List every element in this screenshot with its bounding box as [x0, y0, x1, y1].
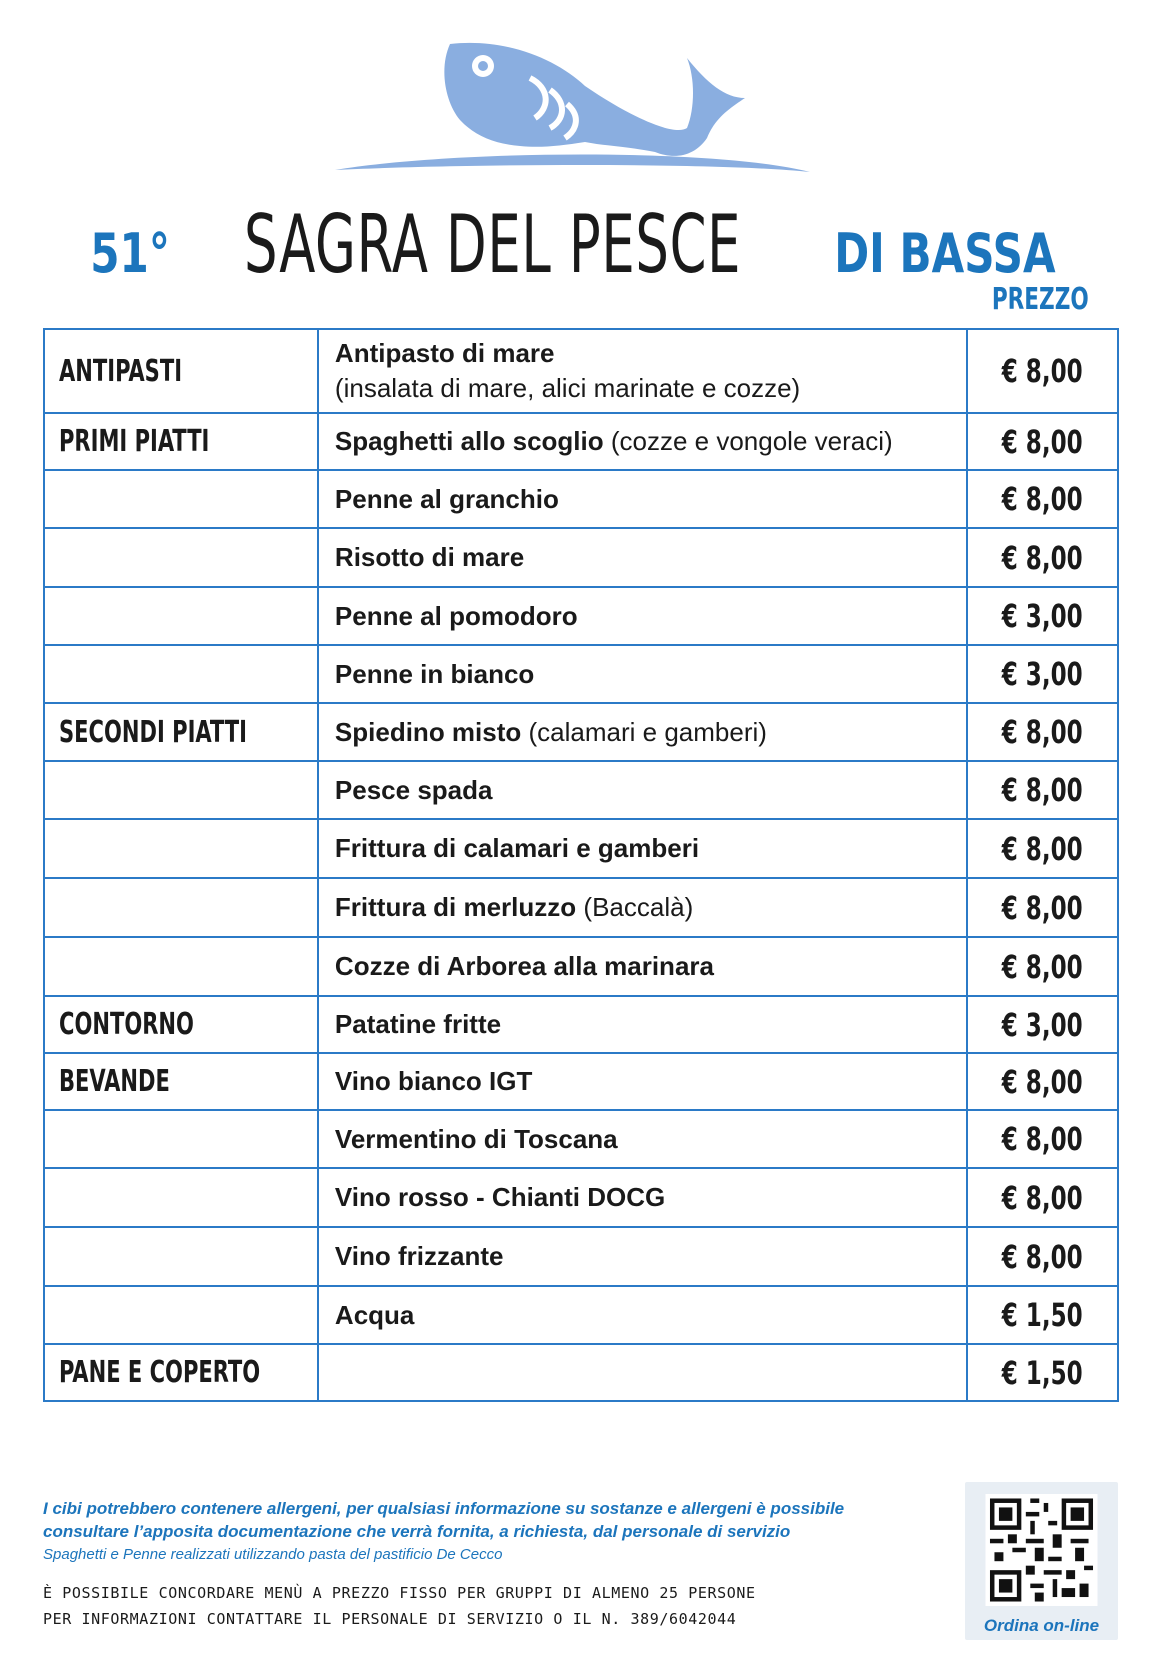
menu-category: PRIMI PIATTI: [44, 413, 318, 470]
dish-name: Spiedino misto: [334, 716, 522, 747]
dish-description: (insalata di mare, alici marinate e cozze): [334, 373, 801, 403]
menu-category: [44, 819, 318, 878]
menu-category: [44, 761, 318, 819]
menu-row: [44, 470, 1118, 528]
menu-price: € 8,00: [967, 470, 1118, 528]
title-location: DI BASSA: [834, 222, 1056, 285]
menu-price: € 8,00: [967, 1053, 1118, 1110]
menu-row: [44, 703, 1118, 761]
menu-row: [44, 1286, 1118, 1344]
allergen-notice: I cibi potrebbero contenere allergeni, per qualsiasi informazione su sostanze e allergeni è possibile consultare l’apposita documentazione che verrà fornita, a richiesta, dal personale di servizio: [43, 1499, 845, 1541]
dish-name: Vermentino di Toscana: [334, 1123, 618, 1154]
menu-row: [44, 1344, 1118, 1401]
menu-price: € 8,00: [967, 761, 1118, 819]
menu-price: € 3,00: [967, 996, 1118, 1053]
menu-category: [44, 1286, 318, 1344]
menu-item: [318, 645, 967, 703]
menu-row: [44, 1227, 1118, 1286]
menu-row: [44, 528, 1118, 587]
dish-name: Penne in bianco: [334, 658, 535, 689]
dish-name: Vino rosso - Chianti DOCG: [334, 1182, 666, 1212]
menu-item: [318, 413, 967, 470]
group-menu-text: È POSSIBILE CONCORDARE MENÙ A PREZZO FISSO PER GRUPPI DI ALMENO 25 PERSONE: [43, 1584, 756, 1602]
menu-row: [44, 1168, 1118, 1227]
menu-category: [44, 937, 318, 996]
menu-row: [44, 819, 1118, 878]
menu-row: [44, 1110, 1118, 1168]
menu-category: SECONDI PIATTI: [44, 703, 318, 761]
menu-category: [44, 1227, 318, 1286]
menu-price: € 3,00: [967, 645, 1118, 703]
menu-item: [318, 1286, 967, 1344]
menu-price: € 8,00: [967, 819, 1118, 878]
menu-category: [44, 878, 318, 937]
dish-name: Pesce spada: [334, 774, 493, 805]
menu-price: € 8,00: [967, 413, 1118, 470]
menu-price: € 3,00: [967, 587, 1118, 645]
fish-logo: [335, 38, 845, 190]
menu-row: [44, 996, 1118, 1053]
menu-item: [318, 1344, 967, 1401]
dish-name: Vino frizzante: [334, 1241, 504, 1271]
dish-name: Patatine fritte: [334, 1009, 502, 1039]
dish-name: Frittura di calamari e gamberi: [334, 833, 700, 863]
menu-table: [43, 328, 1119, 1402]
menu-row: [44, 937, 1118, 996]
menu-item: [318, 1110, 967, 1168]
dish-name: Cozze di Arborea alla marinara: [334, 951, 714, 981]
dish-name: Antipasto di mare: [334, 338, 555, 368]
menu-category: PANE E COPERTO: [44, 1344, 318, 1401]
dish-name: Risotto di mare: [334, 542, 525, 572]
menu-price: € 8,00: [967, 1110, 1118, 1168]
menu-price: € 8,00: [967, 1227, 1118, 1286]
price-column-heading: PREZZO: [991, 282, 1089, 317]
menu-price: € 1,50: [967, 1344, 1118, 1401]
menu-item: [318, 937, 967, 996]
menu-item: [318, 329, 967, 413]
dish-description: (Baccalà): [583, 892, 694, 922]
menu-item: [318, 587, 967, 645]
menu-row: [44, 413, 1118, 470]
qr-panel[interactable]: [965, 1482, 1118, 1640]
menu-row: [44, 761, 1118, 819]
dish-name: Penne al granchio: [334, 483, 559, 514]
menu-item: [318, 1053, 967, 1110]
dish-description: (calamari e gamberi): [528, 716, 767, 747]
menu-item: [318, 819, 967, 878]
menu-category: [44, 1168, 318, 1227]
menu-price: € 8,00: [967, 1168, 1118, 1227]
menu-price: € 1,50: [967, 1286, 1118, 1344]
pasta-note: Spaghetti e Penne realizzati utilizzando pasta del pastificio De Cecco: [43, 1546, 503, 1563]
dish-name: Frittura di merluzzo: [334, 892, 577, 922]
menu-category: BEVANDE: [44, 1053, 318, 1110]
order-online-label[interactable]: Ordina on-line: [983, 1616, 1100, 1635]
menu-item: [318, 528, 967, 587]
menu-row: [44, 587, 1118, 645]
dish-name: Acqua: [334, 1299, 415, 1330]
menu-price: € 8,00: [967, 329, 1118, 413]
dish-name: Penne al pomodoro: [334, 600, 578, 631]
menu-category: [44, 645, 318, 703]
menu-item: [318, 996, 967, 1053]
menu-price: € 8,00: [967, 703, 1118, 761]
menu-category: [44, 470, 318, 528]
menu-item: [318, 1168, 967, 1227]
dish-description: (cozze e vongole veraci): [610, 426, 893, 456]
group-info: [43, 1580, 756, 1632]
menu-price: € 8,00: [967, 528, 1118, 587]
menu-row: [44, 878, 1118, 937]
menu-row: [44, 329, 1118, 413]
edition-number: 51°: [90, 222, 170, 285]
menu-category: [44, 528, 318, 587]
menu-category: [44, 587, 318, 645]
menu-category: [44, 1110, 318, 1168]
menu-item: [318, 470, 967, 528]
menu-category: CONTORNO: [44, 996, 318, 1053]
dish-name: Vino bianco IGT: [334, 1066, 533, 1096]
menu-item: [318, 703, 967, 761]
contact-text: PER INFORMAZIONI CONTATTARE IL PERSONALE DI SERVIZIO O IL N. 389/6042044: [43, 1610, 737, 1628]
menu-row: [44, 645, 1118, 703]
qr-code[interactable]: [982, 1494, 1101, 1606]
menu-price: € 8,00: [967, 878, 1118, 937]
menu-item: [318, 878, 967, 937]
menu-price: € 8,00: [967, 937, 1118, 996]
menu-row: [44, 1053, 1118, 1110]
event-title: [0, 198, 1166, 291]
menu-category: ANTIPASTI: [44, 329, 318, 413]
title-main: SAGRA DEL PESCE: [243, 198, 741, 291]
dish-name: Spaghetti allo scoglio: [334, 426, 604, 456]
menu-item: [318, 1227, 967, 1286]
menu-item: [318, 761, 967, 819]
